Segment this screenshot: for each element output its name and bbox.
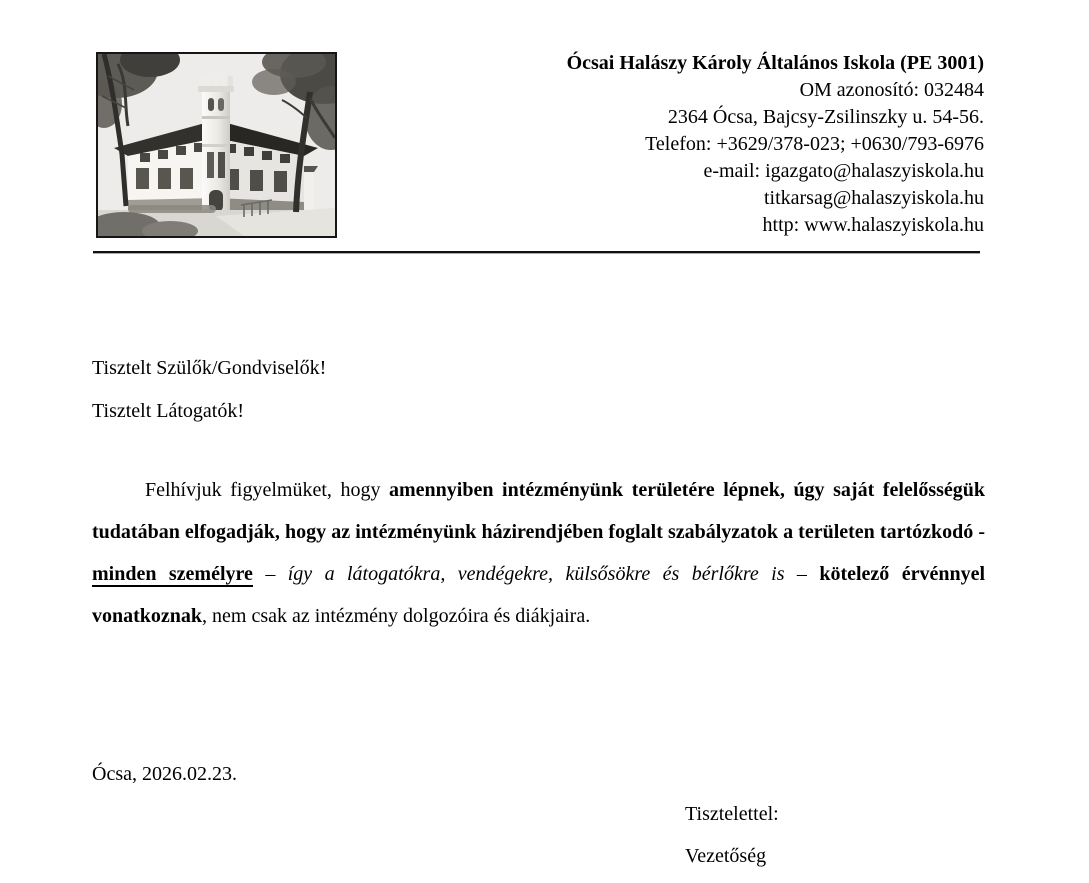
email-line-primary: e-mail: igazgato@halaszyiskola.hu (703, 160, 984, 182)
paragraph-bold-underline: minden személyre (92, 563, 253, 585)
signature: Vezetőség (685, 845, 767, 867)
school-name: Ócsai Halászy Károly Általános Iskola (PE 3001) (566, 52, 984, 74)
closing-salute: Tisztelettel: (685, 803, 779, 825)
salutation-parents: Tisztelt Szülők/Gondviselők! (92, 357, 327, 379)
paragraph-dash-2: – (784, 563, 820, 585)
letterhead-divider (93, 251, 980, 254)
salutation-block (92, 347, 326, 433)
paragraph-bold-final: kötelező érvénnyel vonatkoznak (92, 563, 986, 627)
paragraph-bold-main: amennyiben intézményünk területére lépnek, úgy saját felelősségük tudatában elfogadják, hogy az intézményünk házirendjében foglalt szabályzatok a területen tartózkodó - (92, 479, 986, 543)
paragraph-intro: Felhívjuk figyelmüket, hogy (145, 479, 390, 501)
letterhead-contact-block (567, 50, 984, 239)
paragraph-dash-1: – (252, 563, 288, 585)
address-line: 2364 Ócsa, Bajcsy-Zsilinszky u. 54-56. (667, 106, 984, 128)
school-building-illustration (98, 54, 335, 236)
om-id-line: OM azonosító: 032484 (799, 79, 984, 101)
school-building-photo (96, 52, 337, 238)
salutation-visitors: Tisztelt Látogatók! (92, 400, 245, 422)
phone-line: Telefon: +3629/378-023; +0630/793-6976 (645, 133, 984, 155)
closing-block (685, 793, 779, 877)
email-line-secondary: titkarsag@halaszyiskola.hu (763, 187, 984, 209)
paragraph-outro: , nem csak az intézmény dolgozóira és diákjaira. (202, 605, 591, 627)
date-line: Ócsa, 2026.02.23. (92, 763, 237, 785)
paragraph-italic-clause: így a látogatókra, vendégekre, külsősökre és bérlőkre is (287, 563, 785, 585)
website-line: http: www.halaszyiskola.hu (762, 214, 984, 236)
notice-paragraph (92, 469, 985, 637)
